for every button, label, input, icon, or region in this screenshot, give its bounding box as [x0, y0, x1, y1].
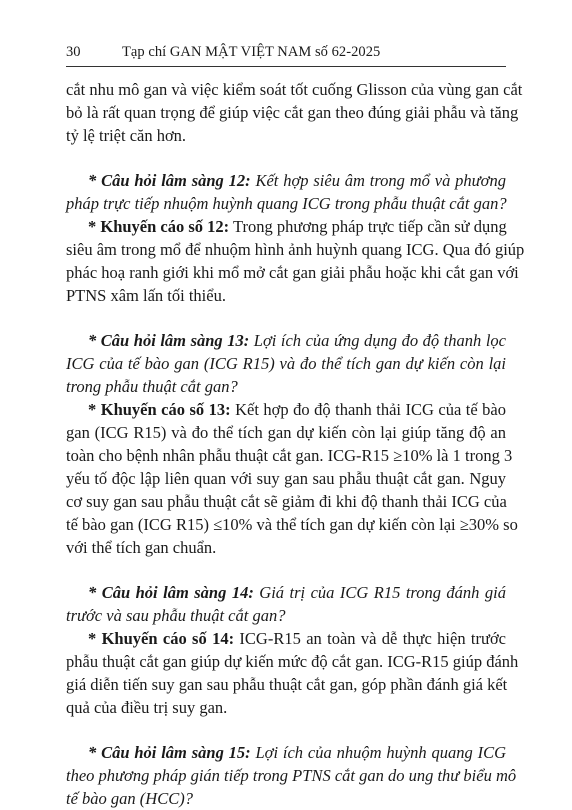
clinical-question-12: [66, 169, 506, 215]
text-line: yếu tố độc lập liên quan với suy gan sau phẫu thuật cắt gan. Nguy: [66, 469, 506, 488]
recommendation-label: * Khuyến cáo số 12:: [88, 217, 230, 236]
text-line: tế bào gan (ICG R15) ≤10% và thể tích gan dự kiến còn lại ≥30% so: [66, 515, 518, 534]
question-first-line: [66, 169, 506, 192]
intro-paragraph: [66, 78, 523, 147]
question-text-line: tế bào gan (HCC)?: [66, 789, 193, 808]
question-text-line: trong phẫu thuật cắt gan?: [66, 377, 238, 396]
text-line: gan (ICG R15) và đo thể tích gan dự kiến còn lại giúp tăng độ an: [66, 423, 506, 442]
recommendation-first-line: [66, 215, 506, 238]
recommendation-label: * Khuyến cáo số 13:: [88, 400, 231, 419]
paragraph-gap: [66, 307, 506, 329]
running-header: [66, 42, 506, 62]
paragraph-gap: [66, 719, 506, 741]
text-line: phẫu thuật cắt gan giúp dự kiến mức độ cắt gan. ICG-R15 giúp đánh: [66, 652, 519, 671]
paragraph-gap: [66, 147, 506, 169]
recommendation-text: ICG-R15 an toàn và dễ thực hiện trước: [234, 629, 506, 648]
text-line: bỏ là rất quan trọng để giúp việc cắt gan theo đúng giải phẫu và tăng: [66, 103, 519, 122]
question-text: Giá trị của ICG R15 trong đánh giá: [253, 583, 506, 602]
question-text-line: pháp trực tiếp nhuộm huỳnh quang ICG trong phẫu thuật cắt gan?: [66, 194, 507, 213]
header-divider: [66, 66, 506, 67]
question-label: * Câu hỏi lâm sàng 15:: [88, 743, 251, 762]
question-first-line: [66, 581, 506, 604]
recommendation-label: * Khuyến cáo số 14:: [88, 629, 235, 648]
recommendation-13: [66, 398, 518, 559]
question-text-line: ICG của tế bào gan (ICG R15) và đo thể tích gan dự kiến còn lại: [66, 354, 506, 373]
text-line: tỷ lệ triệt căn hơn.: [66, 126, 187, 145]
clinical-question-13: [66, 329, 506, 398]
recommendation-first-line: [66, 627, 506, 650]
recommendation-14: [66, 627, 519, 719]
text-line: siêu âm trong mổ để nhuộm hình ảnh huỳnh quang ICG. Qua đó giúp: [66, 240, 525, 259]
question-text: Kết hợp siêu âm trong mổ và phương: [250, 171, 506, 190]
recommendation-first-line: [66, 398, 506, 421]
text-line: phác hoạ ranh giới khi mổ mở cắt gan giải phẫu hoặc khi cắt gan với: [66, 263, 519, 282]
page-number: 30: [66, 44, 81, 60]
question-text-line: trước và sau phẫu thuật cắt gan?: [66, 606, 286, 625]
text-line: toàn cho bệnh nhân phẫu thuật cắt gan. ICG-R15 ≥10% là 1 trong 3: [66, 446, 513, 465]
paragraph-gap: [66, 559, 506, 581]
recommendation-text: Kết hợp đo độ thanh thải ICG của tế bào: [230, 400, 506, 419]
clinical-question-14: [66, 581, 506, 627]
question-label: * Câu hỏi lâm sàng 13:: [88, 331, 250, 350]
text-line: giá diễn tiến suy gan sau phẫu thuật cắt gan, góp phần đánh giá kết: [66, 675, 508, 694]
text-line: cơ suy gan sau phẫu thuật cắt sẽ giảm đi khi độ thanh thải ICG của: [66, 492, 507, 511]
recommendation-12: [66, 215, 525, 307]
question-text: Lợi ích của nhuộm huỳnh quang ICG: [250, 743, 506, 762]
text-line: PTNS xâm lấn tối thiểu.: [66, 286, 226, 305]
text-line: quả của điều trị suy gan.: [66, 698, 228, 717]
question-first-line: [66, 741, 506, 764]
recommendation-text: Trong phương pháp trực tiếp cần sử dụng: [229, 217, 507, 236]
question-first-line: [66, 329, 506, 352]
text-line: cắt nhu mô gan và việc kiểm soát tốt cuống Glisson của vùng gan cắt: [66, 80, 523, 99]
text-line: với thể tích gan chuẩn.: [66, 538, 217, 557]
question-label: * Câu hỏi lâm sàng 12:: [88, 171, 251, 190]
question-text: Lợi ích của ứng dụng đo độ thanh lọc: [249, 331, 506, 350]
article-body: [66, 78, 525, 810]
question-text-line: theo phương pháp gián tiếp trong PTNS cắt gan do ung thư biểu mô: [66, 766, 517, 785]
question-label: * Câu hỏi lâm sàng 14:: [88, 583, 254, 602]
journal-title: Tạp chí GAN MẬT VIỆT NAM số 62-2025: [122, 44, 381, 60]
